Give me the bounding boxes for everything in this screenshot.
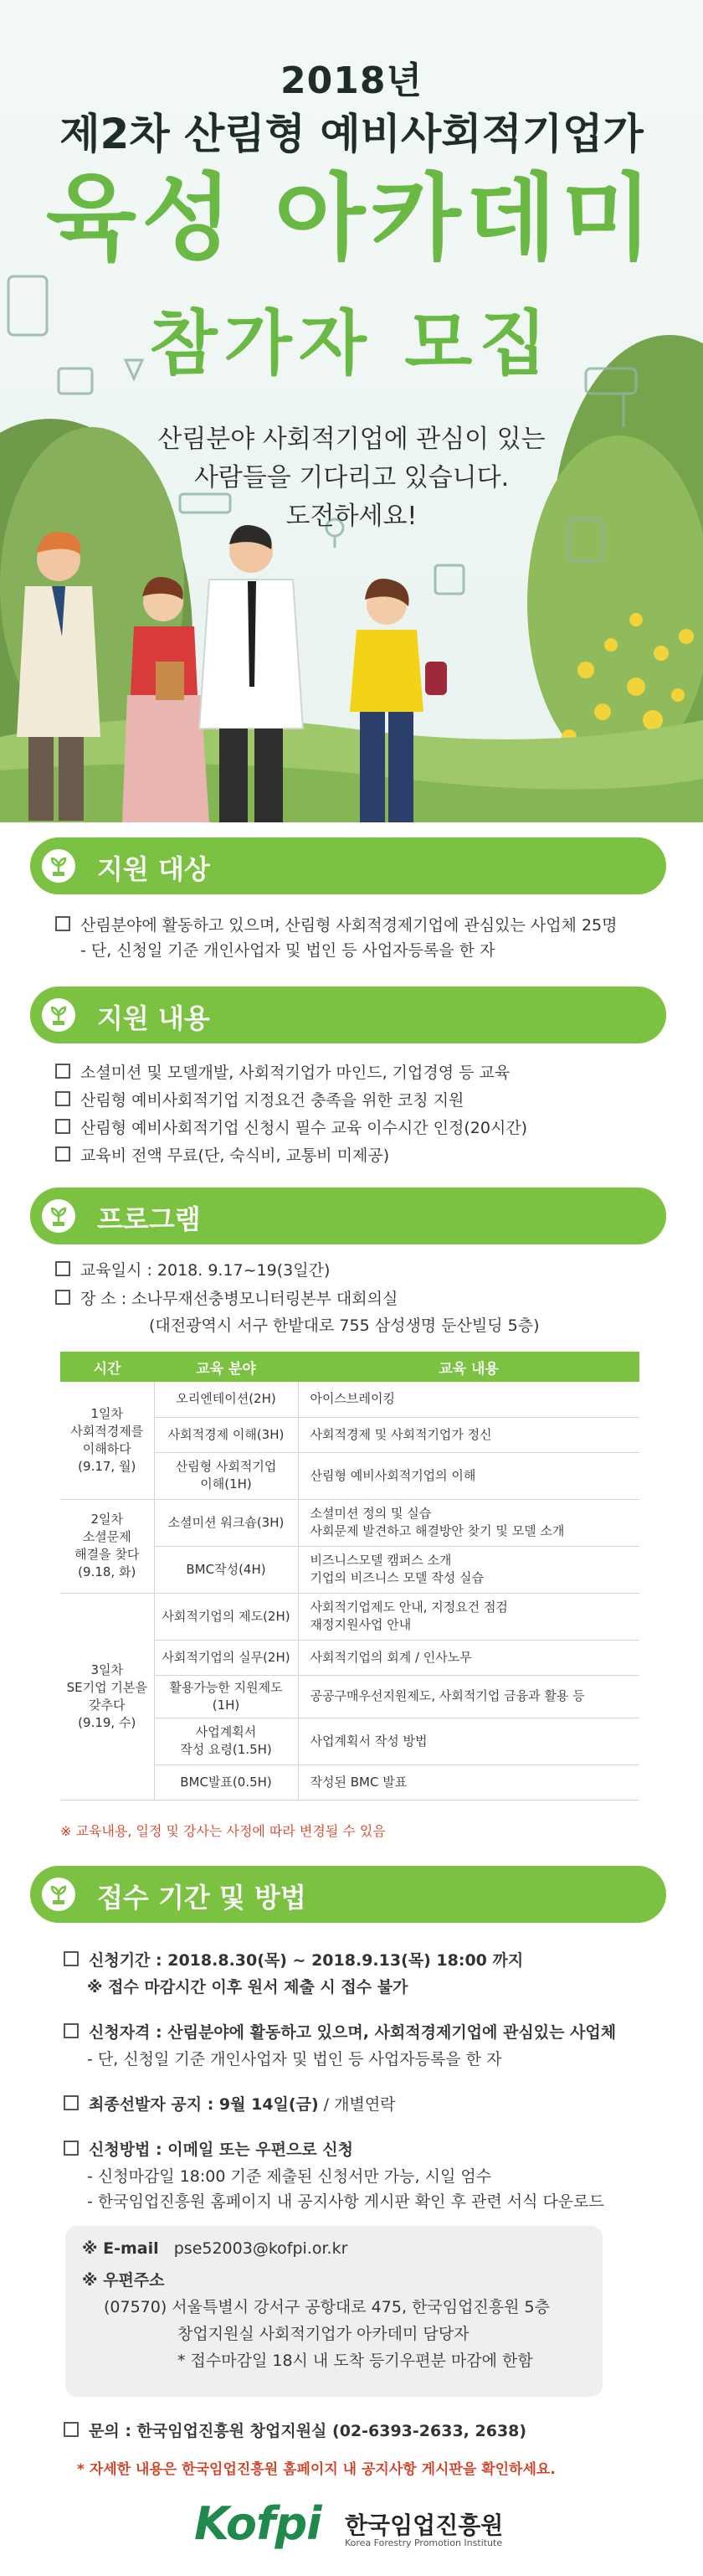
- day-label-line: 해결을 찾다: [74, 1547, 140, 1562]
- hero-title-main: 육성 아카데미: [45, 164, 658, 273]
- content-cell: [298, 1675, 639, 1718]
- program-date: 교육일시 : 2018. 9.17~19(3일간): [55, 1258, 330, 1280]
- program-note: ※ 교육내용, 일정 및 강사는 사정에 따라 변경될 수 있음: [60, 1823, 386, 1839]
- content-line: 소셜미션 및 모델개발, 사회적기업가 마인드, 기업경영 등 교육: [55, 1060, 510, 1083]
- plant-icon: [42, 1199, 75, 1233]
- table-header: 교육 내용: [298, 1352, 639, 1382]
- target-note: - 단, 신청일 기준 개인사업자 및 법인 등 사업자등록을 한 자: [80, 941, 495, 960]
- apply-announcement: 최종선발자 공지 : 9월 14일(금) / 개별연락: [64, 2092, 396, 2115]
- logo-mark: Kofpi: [194, 2497, 321, 2550]
- field-cell: [154, 1718, 298, 1765]
- field-cell: [154, 1452, 298, 1499]
- section-header-content: [30, 987, 666, 1043]
- plant-icon: [42, 998, 75, 1032]
- field-line: BMC작성(4H): [186, 1561, 266, 1577]
- checkbox-icon: [64, 1951, 79, 1966]
- content-line: 작성된 BMC 발표: [310, 1774, 408, 1790]
- field-line: 사회적경제 이해(3H): [167, 1426, 285, 1442]
- checkbox-icon: [55, 1119, 70, 1134]
- field-cell: [154, 1765, 298, 1800]
- field-line: 이해(1H): [200, 1476, 252, 1492]
- field-line: 사업계획서: [195, 1724, 257, 1739]
- field-line: 오리엔테이션(2H): [176, 1391, 276, 1407]
- apply-qualification: 신청자격 : 산림분야에 활동하고 있으며, 사회적경제기업에 관심있는 사업체: [64, 2020, 616, 2043]
- field-line: 사회적기업의 실무(2H): [162, 1649, 290, 1665]
- footer-note: * 자세한 내용은 한국임업진흥원 홈페이지 내 공지사항 게시판을 확인하세요.: [77, 2461, 556, 2478]
- content-cell: [298, 1640, 639, 1675]
- checkbox-icon: [55, 1146, 70, 1162]
- table-row: [60, 1382, 639, 1417]
- post-line: 창업지원실 사회적기업가 아카데미 담당자: [177, 2325, 470, 2343]
- day-label-line: 이해하다: [82, 1440, 131, 1456]
- apply-method: 신청방법 : 이메일 또는 우편으로 신청: [64, 2137, 353, 2160]
- content-line: 재정지원사업 안내: [310, 1617, 412, 1632]
- section-header-program: [30, 1188, 666, 1244]
- table-header: 교육 분야: [154, 1352, 298, 1382]
- table-header-row: [60, 1352, 639, 1382]
- day-cell: [60, 1382, 154, 1499]
- day-label-line: 1일차: [90, 1405, 124, 1421]
- day-label-line: 소셜문제: [82, 1529, 131, 1544]
- hero-subtitle: 제2차 산림형 예비사회적기업가: [59, 110, 644, 158]
- program-address: (대전광역시 서구 한밭대로 755 삼성생명 둔산빌딩 5층): [149, 1316, 540, 1335]
- field-line: 작성 요령(1.5H): [180, 1742, 272, 1757]
- section-header-target: [30, 837, 666, 894]
- schedule-body: [60, 1382, 639, 1800]
- field-line: 활용가능한 지원제도(1H): [169, 1679, 283, 1713]
- field-cell: [154, 1382, 298, 1417]
- content-line: 산림형 예비사회적기업 신청시 필수 교육 이수시간 인정(20시간): [55, 1115, 527, 1138]
- apply-period-note: ※ 접수 마감시간 이후 원서 제출 시 접수 불가: [87, 1978, 408, 1996]
- day-label-line: 사회적경제를: [70, 1423, 144, 1439]
- post-label: ※ 우편주소: [82, 2271, 165, 2290]
- field-cell: [154, 1417, 298, 1452]
- content-line: 산림형 예비사회적기업의 이해: [310, 1467, 476, 1483]
- apply-method-note: - 한국임업진흥원 홈페이지 내 공지사항 게시판 확인 후 관련 서식 다운로드: [87, 2192, 604, 2211]
- day-label-line: (9.19, 수): [78, 1714, 136, 1730]
- checkbox-icon: [55, 1290, 70, 1305]
- table-row: [60, 1593, 639, 1640]
- content-cell: [298, 1382, 639, 1417]
- plant-icon: [42, 1878, 75, 1911]
- checkbox-icon: [64, 2023, 79, 2038]
- hero-message: [0, 420, 703, 536]
- table-header: 시간: [60, 1352, 154, 1382]
- field-line: 사회적기업의 제도(2H): [162, 1608, 290, 1624]
- content-line: 기업의 비즈니스 모델 작성 실습: [310, 1570, 484, 1585]
- field-line: BMC발표(0.5H): [180, 1774, 272, 1790]
- program-place: 장 소 : 소나무재선충병모니터링본부 대회의실: [55, 1286, 398, 1309]
- section-title: 프로그램: [97, 1203, 201, 1235]
- table-row: [60, 1499, 639, 1546]
- content-line: 아이스브레이킹: [310, 1391, 395, 1407]
- field-cell: [154, 1640, 298, 1675]
- post-line: * 접수마감일 18시 내 도착 등기우편분 마감에 한함: [177, 2352, 533, 2370]
- field-line: 소셜미션 워크숍(3H): [167, 1514, 285, 1530]
- content-line: 사회적기업의 회계 / 인사노무: [310, 1649, 472, 1665]
- hero-message-line: 사람들을 기다리고 있습니다.: [193, 463, 510, 492]
- day-label-line: 갖추다: [89, 1697, 126, 1713]
- content-line: 교육비 전액 무료(단, 숙식비, 교통비 미제공): [55, 1143, 389, 1166]
- content-line: 사회적기업제도 안내, 지정요건 점검: [310, 1600, 508, 1615]
- hero-year: 2018년: [280, 59, 423, 102]
- content-cell: [298, 1499, 639, 1546]
- checkbox-icon: [55, 1064, 70, 1079]
- field-line: 산림형 사회적기업: [175, 1459, 277, 1474]
- checkbox-icon: [64, 2095, 79, 2110]
- post-line: (07570) 서울특별시 강서구 공항대로 475, 한국임업진흥원 5층: [104, 2298, 550, 2316]
- day-label-line: 2일차: [90, 1512, 124, 1527]
- logo-name: 한국임업진흥원: [345, 2512, 504, 2539]
- day-label-line: (9.18, 화): [78, 1564, 136, 1579]
- kofpi-logo: [194, 2497, 546, 2554]
- content-line: 사회문제 발견하고 해결방안 찾기 및 모델 소개: [310, 1523, 565, 1538]
- inquiry: 문의 : 한국임업진흥원 창업지원실 (02-6393-2633, 2638): [64, 2419, 526, 2441]
- content-cell: [298, 1593, 639, 1640]
- section-header-apply: [30, 1866, 666, 1923]
- apply-period: 신청기간 : 2018.8.30(목) ~ 2018.9.13(목) 18:00 까지: [64, 1948, 523, 1971]
- day-label-line: 3일차: [90, 1662, 124, 1677]
- content-cell: [298, 1718, 639, 1765]
- day-label-line: (9.17, 월): [78, 1458, 136, 1474]
- field-cell: [154, 1593, 298, 1640]
- day-cell: [60, 1593, 154, 1800]
- email-row: ※ E-mail pse52003@kofpi.or.kr: [82, 2239, 348, 2258]
- checkbox-icon: [55, 1261, 70, 1276]
- hero-message-line: 산림분야 사회적기업에 관심이 있는: [157, 425, 546, 454]
- content-line: 사회적경제 및 사회적기업가 정신: [310, 1426, 492, 1442]
- section-title: 지원 내용: [97, 1002, 210, 1034]
- content-cell: [298, 1765, 639, 1800]
- day-label-line: SE기업 기본을: [66, 1679, 147, 1695]
- checkbox-icon: [55, 916, 70, 931]
- content-line: 산림형 예비사회적기업 지정요건 충족을 위한 코칭 지원: [55, 1088, 464, 1110]
- hero-banner: [0, 0, 703, 822]
- section-title: 접수 기간 및 방법: [97, 1882, 306, 1914]
- field-cell: [154, 1499, 298, 1546]
- content-cell: [298, 1417, 639, 1452]
- apply-qualification-note: - 단, 신청일 기준 개인사업자 및 법인 등 사업자등록을 한 자: [87, 2050, 502, 2069]
- email-link[interactable]: pse52003@kofpi.or.kr: [173, 2239, 348, 2258]
- plant-icon: [42, 849, 75, 883]
- checkbox-icon: [55, 1091, 70, 1106]
- schedule-table: [60, 1352, 639, 1801]
- logo-english: Korea Forestry Promotion Institute: [345, 2537, 503, 2548]
- checkbox-icon: [64, 2422, 79, 2437]
- field-cell: [154, 1546, 298, 1593]
- apply-method-note: - 신청마감일 18:00 기준 제출된 신청서만 가능, 시일 엄수: [87, 2167, 492, 2186]
- content-line: 사업계획서 작성 방법: [310, 1733, 428, 1749]
- day-cell: [60, 1499, 154, 1593]
- content-cell: [298, 1546, 639, 1593]
- content-line: 공공구매우선지원제도, 사회적기업 금융과 활용 등: [310, 1688, 585, 1703]
- section-title: 지원 대상: [97, 853, 210, 885]
- content-line: 소셜미션 정의 및 실습: [310, 1506, 432, 1521]
- hero-title-sub: 참가자 모집: [149, 302, 554, 384]
- target-line: 산림분야에 활동하고 있으며, 산림형 사회적경제기업에 관심있는 사업체 25명: [55, 913, 617, 935]
- hero-message-line: 도전하세요!: [285, 502, 418, 531]
- checkbox-icon: [64, 2141, 79, 2156]
- field-cell: [154, 1675, 298, 1718]
- content-line: 비즈니스모델 캠퍼스 소개: [310, 1553, 452, 1568]
- content-cell: [298, 1452, 639, 1499]
